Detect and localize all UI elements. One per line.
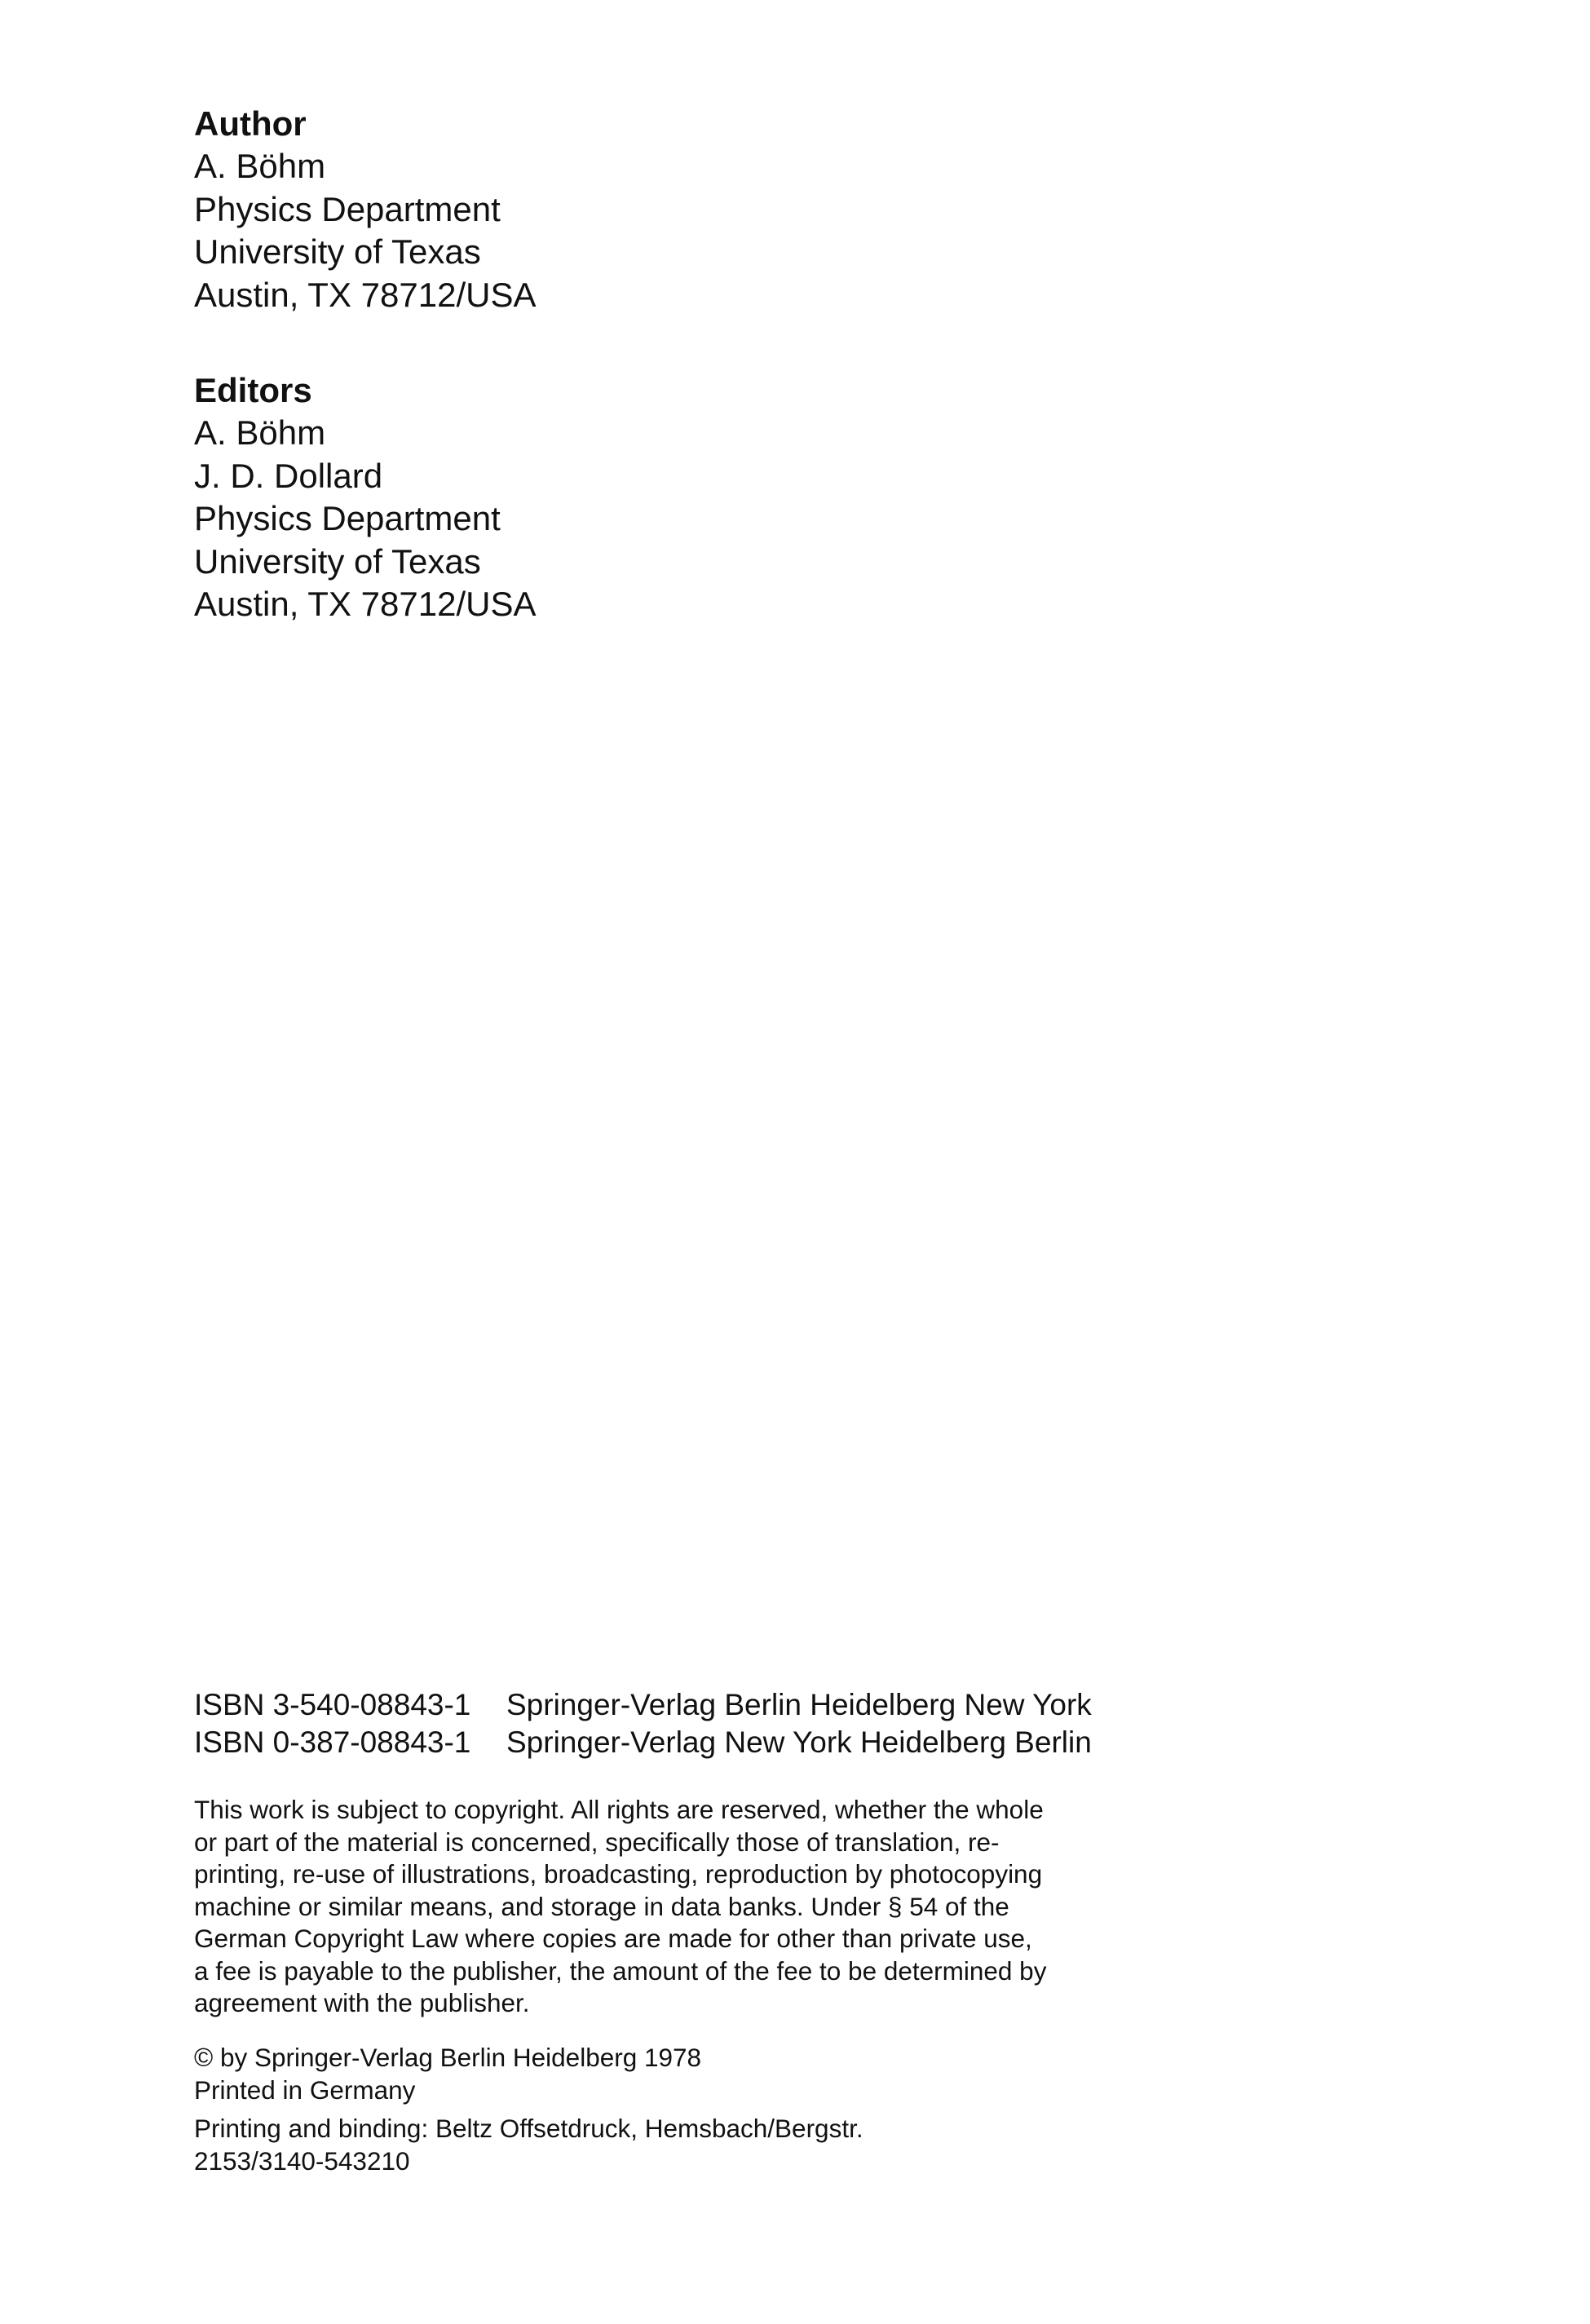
print-code: 2153/3140-543210 bbox=[194, 2145, 410, 2176]
printing-info bbox=[194, 2113, 863, 2177]
copyright-notice-line: a fee is payable to the publisher, the amount of the fee to be determined by bbox=[194, 1955, 1047, 1986]
editors-university: University of Texas bbox=[194, 541, 481, 581]
author-address: Austin, TX 78712/USA bbox=[194, 275, 537, 314]
author-name: A. Böhm bbox=[194, 147, 326, 185]
printed-in-line: Printed in Germany bbox=[194, 2074, 416, 2105]
editors-department: Physics Department bbox=[194, 499, 501, 537]
copyright-notice bbox=[194, 1794, 1173, 2020]
copyright-notice-line: This work is subject to copyright. All rights are reserved, whether the whole bbox=[194, 1795, 1044, 1824]
copyright-notice-line: German Copyright Law where copies are made for other than private use, bbox=[194, 1924, 1032, 1953]
copyright-notice-line: or part of the material is concerned, specifically those of translation, re- bbox=[194, 1827, 1000, 1857]
isbn-section bbox=[194, 1686, 1092, 1761]
copyright-notice-line: machine or similar means, and storage in data banks. Under § 54 of the bbox=[194, 1891, 1009, 1921]
author-university: University of Texas bbox=[194, 232, 481, 271]
isbn-number: ISBN 0-387-08843-1 bbox=[194, 1725, 471, 1759]
isbn-row bbox=[194, 1686, 1092, 1724]
isbn-number: ISBN 3-540-08843-1 bbox=[194, 1688, 471, 1721]
copyright-notice-line: agreement with the publisher. bbox=[194, 1988, 530, 2017]
editors-section bbox=[194, 369, 536, 626]
editor-name-2: J. D. Dollard bbox=[194, 456, 383, 495]
printing-binding-line: Printing and binding: Beltz Offsetdruck, Hemsbach/Bergstr. bbox=[194, 2114, 863, 2143]
isbn-publisher: Springer-Verlag New York Heidelberg Berlin bbox=[506, 1725, 1092, 1759]
editor-name-1: A. Böhm bbox=[194, 413, 326, 452]
author-department: Physics Department bbox=[194, 189, 501, 228]
copyright-line: © by Springer-Verlag Berlin Heidelberg 1978 bbox=[194, 2043, 702, 2072]
isbn-publisher: Springer-Verlag Berlin Heidelberg New York bbox=[506, 1688, 1092, 1721]
editors-address: Austin, TX 78712/USA bbox=[194, 585, 537, 623]
author-section bbox=[194, 103, 536, 316]
copyright-notice-line: printing, re-use of illustrations, broadcasting, reproduction by photocopying bbox=[194, 1859, 1043, 1889]
publisher-info bbox=[194, 2042, 701, 2106]
isbn-row bbox=[194, 1724, 1092, 1761]
author-heading: Author bbox=[194, 104, 307, 143]
editors-heading: Editors bbox=[194, 371, 312, 409]
